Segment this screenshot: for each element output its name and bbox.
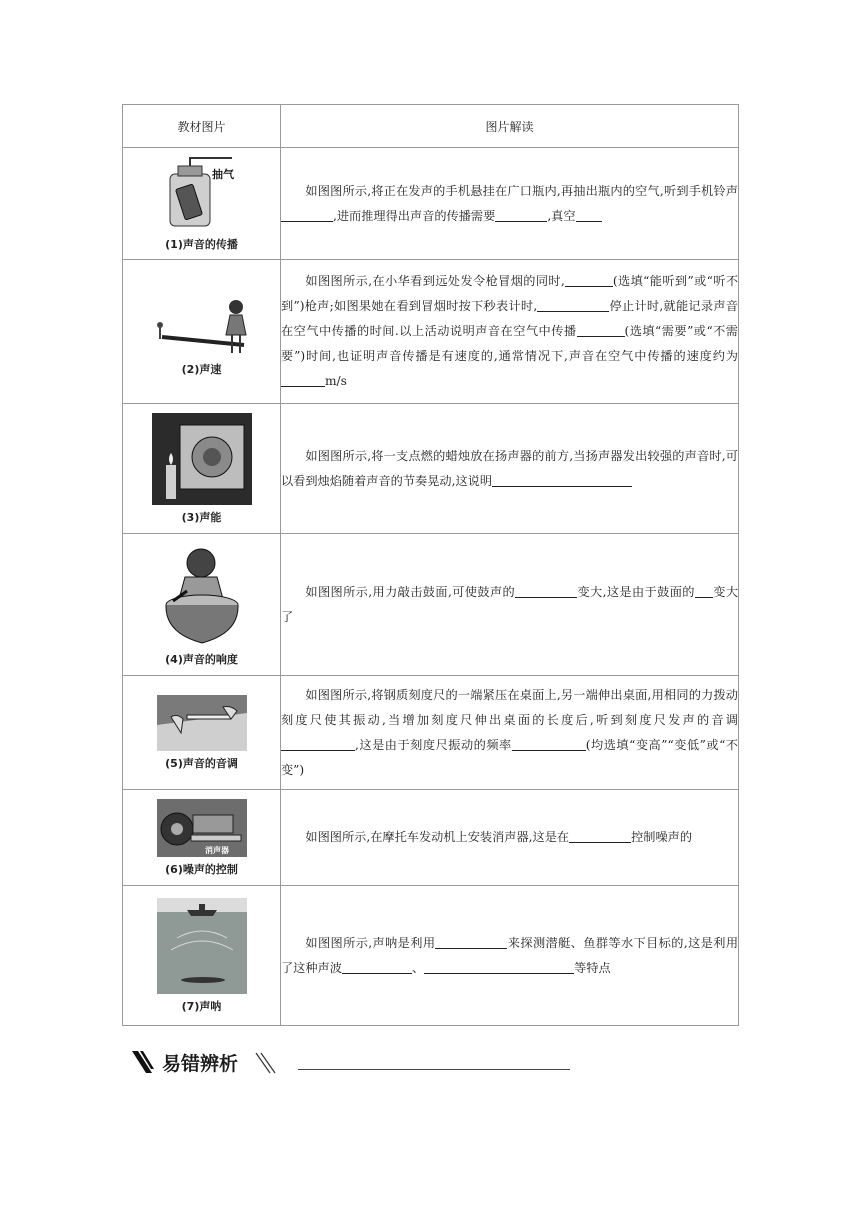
motorcycle-muffler-illustration bbox=[157, 799, 247, 857]
svg-text:消声器: 消声器 bbox=[204, 845, 229, 855]
drum-illustration bbox=[157, 543, 247, 647]
answer-blank[interactable] bbox=[495, 207, 547, 222]
answer-blank[interactable] bbox=[342, 959, 412, 974]
header-text: 图片解读 bbox=[281, 105, 739, 148]
answer-blank[interactable] bbox=[576, 207, 602, 222]
answer-blank[interactable] bbox=[569, 828, 631, 843]
image-caption: (5)声音的音调 bbox=[165, 756, 238, 770]
ruler-desk-illustration bbox=[157, 695, 247, 751]
table-header-row bbox=[123, 105, 739, 148]
table-row: (3)声能 如图图所示,将一支点燃的蜡烛放在扬声器的前方,当扬声器发出较强的声音时,可以看到烛焰随着声音的节奏晃动,这说明 bbox=[123, 404, 739, 534]
answer-blank[interactable] bbox=[512, 736, 586, 751]
image-caption: (3)声能 bbox=[181, 510, 222, 524]
table-row: 抽气 (1)声音的传播 如图图所示,将正在发声的手机悬挂在广口瓶内,再抽出瓶内的空气,听到手机铃声,进而推理得出声音的传播需要 ,真空 bbox=[123, 148, 739, 260]
section-slash-icon bbox=[130, 1049, 154, 1075]
table-row: 消声器 (6)噪声的控制 如图图所示,在摩托车发动机上安装消声器,这是在 控制噪声的 bbox=[123, 790, 739, 886]
table-row: (7)声呐 如图图所示,声呐是利用 来探测潜艇、鱼群等水下目标的,这是利用了这种声波 、 等特点 bbox=[123, 886, 739, 1026]
image-caption: (1)声音的传播 bbox=[165, 237, 238, 251]
answer-blank[interactable] bbox=[537, 297, 609, 312]
header-image: 教材图片 bbox=[123, 105, 281, 148]
answer-blank[interactable] bbox=[281, 207, 333, 222]
sonar-ship-illustration bbox=[157, 898, 247, 994]
answer-blank[interactable] bbox=[492, 472, 632, 487]
table-row: (5)声音的音调 如图图所示,将钢质刻度尺的一端紧压在桌面上,另一端伸出桌面,用相同的力拨动刻度尺使其振动,当增加刻度尺伸出桌面的长度后,听到刻度尺发声的音调,这是由于刻度尺振动的频率 (均选填“变高”“变低”或“不变”) bbox=[123, 676, 739, 790]
bell-jar-phone-illustration bbox=[162, 156, 242, 232]
answer-blank[interactable] bbox=[424, 959, 574, 974]
answer-blank[interactable] bbox=[281, 372, 325, 387]
image-caption: (6)噪声的控制 bbox=[165, 862, 238, 876]
section-divider-slash-icon bbox=[252, 1049, 276, 1075]
answer-blank[interactable] bbox=[577, 322, 625, 337]
table-row: (4)声音的响度 如图图所示,用力敲击鼓面,可使鼓声的 变大,这是由于鼓面的 变大了 bbox=[123, 534, 739, 676]
image-caption: (7)声呐 bbox=[181, 999, 222, 1013]
section-title: 易错辨析 bbox=[162, 1052, 239, 1075]
answer-blank[interactable] bbox=[695, 583, 713, 598]
section-underline bbox=[298, 1069, 570, 1070]
starting-gun-illustration bbox=[152, 287, 252, 357]
svg-text:抽气: 抽气 bbox=[211, 167, 234, 181]
answer-blank[interactable] bbox=[281, 736, 355, 751]
answer-blank[interactable] bbox=[515, 583, 577, 598]
image-caption: (2)声速 bbox=[181, 362, 222, 376]
answer-blank[interactable] bbox=[435, 934, 507, 949]
image-caption: (4)声音的响度 bbox=[165, 652, 238, 666]
speaker-candle-illustration bbox=[152, 413, 252, 505]
answer-blank[interactable] bbox=[565, 272, 613, 287]
table-row: (2)声速 如图图所示,在小华看到远处发令枪冒烟的同时, (选填“能听到”或“听不到”)枪声;如图果她在看到冒烟时按下秒表计时, 停止计时,就能记录声音在空气中传播的时间.以上活动说明声音在空气中传播 (选填“需要”或“不需要”)时间,也证明声音传播是有速度的,通常情况下,声音在空气中传播的速度约为m/s bbox=[123, 260, 739, 404]
textbook-image-table bbox=[122, 104, 739, 1026]
section-heading bbox=[130, 1047, 580, 1077]
